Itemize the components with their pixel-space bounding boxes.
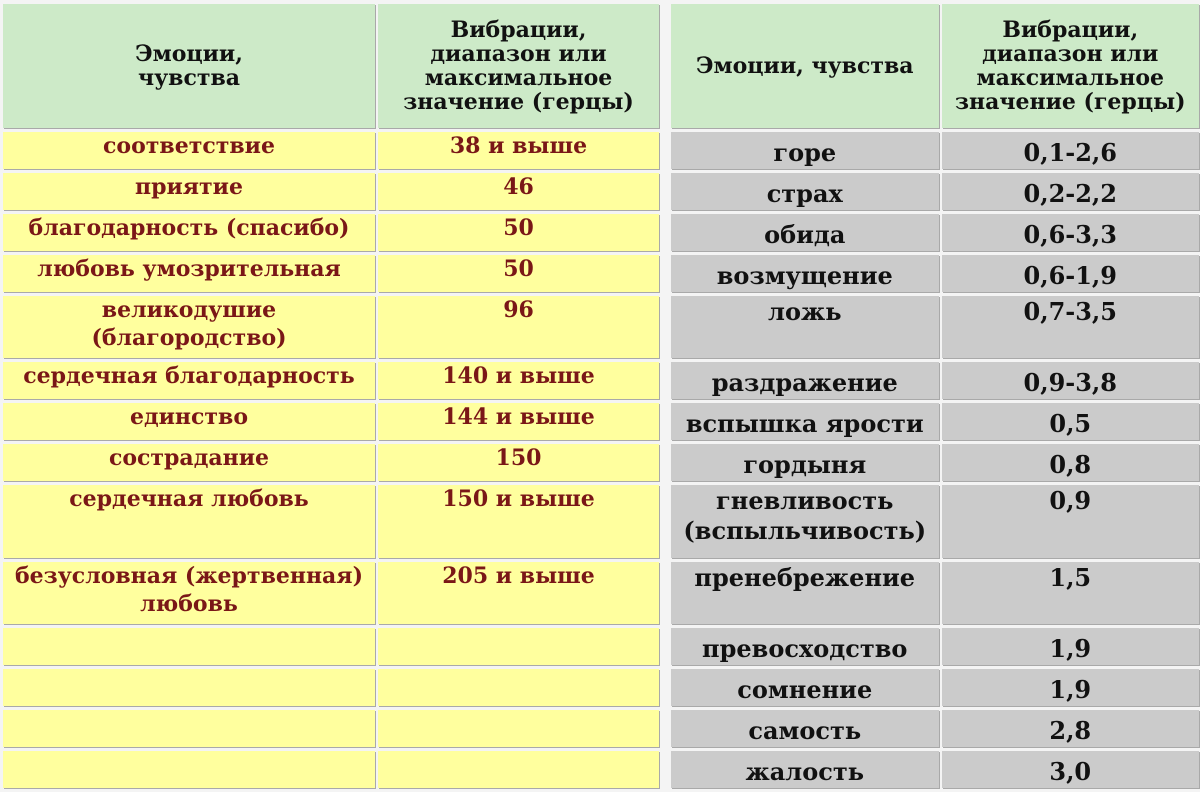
emotion-cell bbox=[3, 296, 375, 358]
emotion-cell: возмущение bbox=[671, 255, 939, 292]
emotion-cell: приятие bbox=[3, 173, 375, 210]
table-row bbox=[671, 444, 1199, 481]
value-cell: 0,5 bbox=[942, 403, 1199, 440]
value-cell: 140 и выше bbox=[378, 362, 659, 399]
header-vib-line4: значение (герцы) bbox=[403, 89, 634, 115]
value-cell: 0,8 bbox=[942, 444, 1199, 481]
value-cell: 50 bbox=[378, 255, 659, 292]
emotion-cell: соответствие bbox=[3, 132, 375, 169]
emotion-cell: жалость bbox=[671, 751, 939, 788]
emotion-cell: единство bbox=[3, 403, 375, 440]
table-row bbox=[671, 255, 1199, 292]
table-row bbox=[671, 669, 1199, 706]
table-row bbox=[671, 403, 1199, 440]
table-row bbox=[3, 214, 659, 251]
emotion-cell: гордыня bbox=[671, 444, 939, 481]
header-vib-line1: Вибрации, bbox=[1002, 17, 1139, 43]
value-cell: 0,9-3,8 bbox=[942, 362, 1199, 399]
table-row bbox=[3, 255, 659, 292]
header-emotions: Эмоции, чувства bbox=[671, 4, 939, 128]
header-vibrations bbox=[378, 4, 659, 128]
emotion-cell: самость bbox=[671, 710, 939, 747]
emotion-line1: великодушие bbox=[101, 297, 277, 323]
value-cell: 205 и выше bbox=[378, 562, 659, 624]
emotion-cell: сердечная любовь bbox=[3, 485, 375, 558]
value-cell: 1,9 bbox=[942, 669, 1199, 706]
value-cell: 0,6-1,9 bbox=[942, 255, 1199, 292]
table-row bbox=[3, 132, 659, 169]
table-row bbox=[671, 362, 1199, 399]
emotion-line1: безусловная (жертвенная) bbox=[15, 563, 363, 589]
value-cell: 144 и выше bbox=[378, 403, 659, 440]
empty-cell bbox=[3, 710, 375, 747]
table-row bbox=[671, 132, 1199, 169]
table-row bbox=[3, 173, 659, 210]
table-row bbox=[3, 362, 659, 399]
header-vib-line3: максимальное bbox=[976, 65, 1165, 91]
negative-emotions-table bbox=[668, 0, 1200, 792]
table-row bbox=[671, 751, 1199, 788]
table-row bbox=[671, 173, 1199, 210]
header-vib-line1: Вибрации, bbox=[450, 17, 587, 43]
header-row bbox=[3, 4, 659, 128]
empty-row bbox=[3, 751, 659, 788]
header-emotions bbox=[3, 4, 375, 128]
table-row bbox=[671, 485, 1199, 558]
header-vib-line4: значение (герцы) bbox=[954, 89, 1186, 115]
header-emotions-line1: Эмоции, bbox=[135, 41, 243, 67]
emotion-line2: (вспыльчивость) bbox=[683, 516, 927, 545]
table-row bbox=[671, 296, 1199, 358]
empty-cell bbox=[3, 628, 375, 665]
emotion-cell: ложь bbox=[671, 296, 939, 358]
header-vib-line3: максимальное bbox=[424, 65, 613, 91]
emotion-line1: гневливость bbox=[716, 486, 894, 515]
value-cell: 0,2-2,2 bbox=[942, 173, 1199, 210]
table-row bbox=[3, 562, 659, 624]
empty-cell bbox=[378, 751, 659, 788]
value-cell: 150 bbox=[378, 444, 659, 481]
empty-cell bbox=[3, 751, 375, 788]
emotion-cell bbox=[3, 562, 375, 624]
empty-row bbox=[3, 710, 659, 747]
emotion-cell: любовь умозрительная bbox=[3, 255, 375, 292]
value-cell: 3,0 bbox=[942, 751, 1199, 788]
value-cell: 0,9 bbox=[942, 485, 1199, 558]
value-cell: 1,9 bbox=[942, 628, 1199, 665]
emotion-cell: сердечная благодарность bbox=[3, 362, 375, 399]
empty-cell bbox=[378, 628, 659, 665]
table-row bbox=[671, 628, 1199, 665]
emotion-cell: страх bbox=[671, 173, 939, 210]
empty-row bbox=[3, 628, 659, 665]
value-cell: 50 bbox=[378, 214, 659, 251]
table-row bbox=[3, 444, 659, 481]
value-cell: 38 и выше bbox=[378, 132, 659, 169]
empty-cell bbox=[3, 669, 375, 706]
header-vibrations bbox=[942, 4, 1199, 128]
value-cell: 150 и выше bbox=[378, 485, 659, 558]
header-vib-line2: диапазон или bbox=[982, 41, 1159, 67]
value-cell: 46 bbox=[378, 173, 659, 210]
emotion-cell: превосходство bbox=[671, 628, 939, 665]
header-row bbox=[671, 4, 1199, 128]
emotion-line2: любовь bbox=[140, 591, 238, 617]
emotion-cell: сомнение bbox=[671, 669, 939, 706]
empty-row bbox=[3, 669, 659, 706]
emotion-line2: (благородство) bbox=[91, 325, 287, 351]
table-row bbox=[671, 710, 1199, 747]
table-row bbox=[3, 485, 659, 558]
emotion-cell: горе bbox=[671, 132, 939, 169]
emotion-cell: благодарность (спасибо) bbox=[3, 214, 375, 251]
header-vib-line2: диапазон или bbox=[430, 41, 607, 67]
empty-cell bbox=[378, 669, 659, 706]
value-cell: 0,1-2,6 bbox=[942, 132, 1199, 169]
emotion-cell: пренебрежение bbox=[671, 562, 939, 624]
emotion-cell: обида bbox=[671, 214, 939, 251]
table-row bbox=[3, 296, 659, 358]
value-cell: 0,6-3,3 bbox=[942, 214, 1199, 251]
table-row bbox=[671, 214, 1199, 251]
value-cell: 1,5 bbox=[942, 562, 1199, 624]
value-cell: 2,8 bbox=[942, 710, 1199, 747]
value-cell: 96 bbox=[378, 296, 659, 358]
table-row bbox=[671, 562, 1199, 624]
header-emotions-line2: чувства bbox=[137, 65, 241, 91]
value-cell: 0,7-3,5 bbox=[942, 296, 1199, 358]
emotion-cell: раздражение bbox=[671, 362, 939, 399]
empty-cell bbox=[378, 710, 659, 747]
emotion-cell: сострадание bbox=[3, 444, 375, 481]
emotion-cell: вспышка ярости bbox=[671, 403, 939, 440]
emotion-cell bbox=[671, 485, 939, 558]
table-row bbox=[3, 403, 659, 440]
